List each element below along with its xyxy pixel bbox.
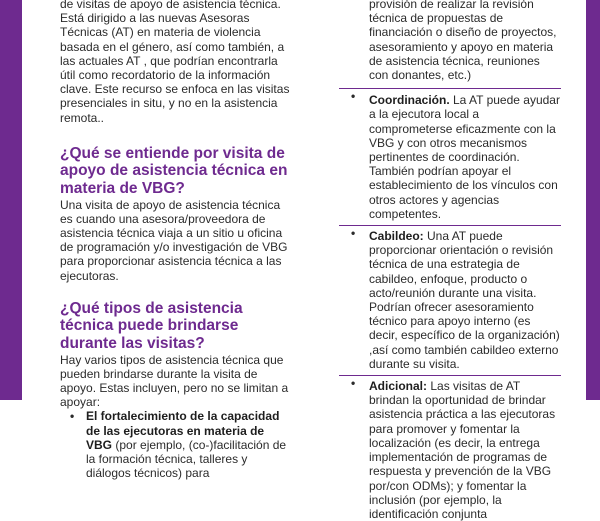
- right-accent-bar: [586, 0, 600, 400]
- list-item-title: Adicional:: [369, 379, 428, 394]
- list-item-text: (por ejemplo, (co-)facilitación de la formación técnica, talleres y diálogos técnicos) para: [86, 437, 287, 481]
- list-item: [339, 375, 561, 521]
- list-item: [339, 225, 561, 371]
- continued-text: provisión de realizar la revisión técnica de propuestas de financiación o diseño de proyectos, asesoramiento y apoyo en materia de asistencia técnica, reuniones con donantes, etc.): [369, 0, 557, 83]
- types-list: [60, 409, 293, 480]
- list-item-text: Una AT puede proporcionar orientación o revisión técnica de una estrategia de cabildeo, enfoque, producto o acto/reunión durante una visita. Podrían ofrecer asesoramiento técnico para apoyo interno (es decir, específico de la organización) ,así como también cabildeo externo durante su visita.: [369, 229, 560, 371]
- definition-paragraph: Una visita de apoyo de asistencia técnica es cuando una asesora/proveedora de asistencia técnica viaja a un sitio u oficina de programación y/o investigación de VBG para proporcionar asistencia técnica a las ejecutoras.: [60, 197, 288, 283]
- list-item-title: Coordinación.: [369, 93, 450, 108]
- list-item-title: El fortalecimiento de la capacidad de las ejecutoras en materia de VBG: [86, 409, 280, 452]
- left-accent-bar: [0, 0, 22, 400]
- list-item: [339, 88, 561, 221]
- list-item-text: La AT puede ayudar a la ejecutora local a comprometerse eficazmente con la VBG y con otros mecanismos pertinentes de coordinación. También podrían apoyar el establecimiento de los vínculos con otros actores y agencias competentes.: [369, 93, 560, 221]
- heading-types-of-assistance: ¿Qué tipos de asistencia técnica puede brindarse durante las visitas?: [60, 299, 243, 353]
- left-column: [60, 0, 293, 480]
- list-item-title: Cabildeo:: [369, 229, 424, 244]
- right-column: [339, 0, 561, 521]
- list-item: [60, 409, 293, 480]
- heading-what-is-visit: ¿Qué se entiende por visita de apoyo de asistencia técnica en materia de VBG?: [60, 144, 288, 198]
- list-item-text: Las visitas de AT brindan la oportunidad de brindar asistencia práctica a las ejecutoras para promover y fomentar la localización (es decir, la entrega implementación de programas de respuesta y prevención de la VBG por/con ODMs); y fomentar la inclusión (por ejemplo, la identificación conjunta: [369, 379, 556, 521]
- assistance-list: [339, 88, 561, 521]
- intro-paragraph: de visitas de apoyo de asistencia técnica. Está dirigido a las nuevas Asesoras Técnicas (AT) en materia de violencia basada en el género, así como también, a las actuales AT , que podrían encontrarla útil como recordatorio de la información clave. Este recurso se enfoca en las visitas presenciales in situ, y no en la asistencia remota..: [60, 0, 290, 125]
- types-paragraph: Hay varios tipos de asistencia técnica que pueden brindarse durante la visita de apoyo. Estas incluyen, pero no se limitan a apoyar:: [60, 352, 289, 410]
